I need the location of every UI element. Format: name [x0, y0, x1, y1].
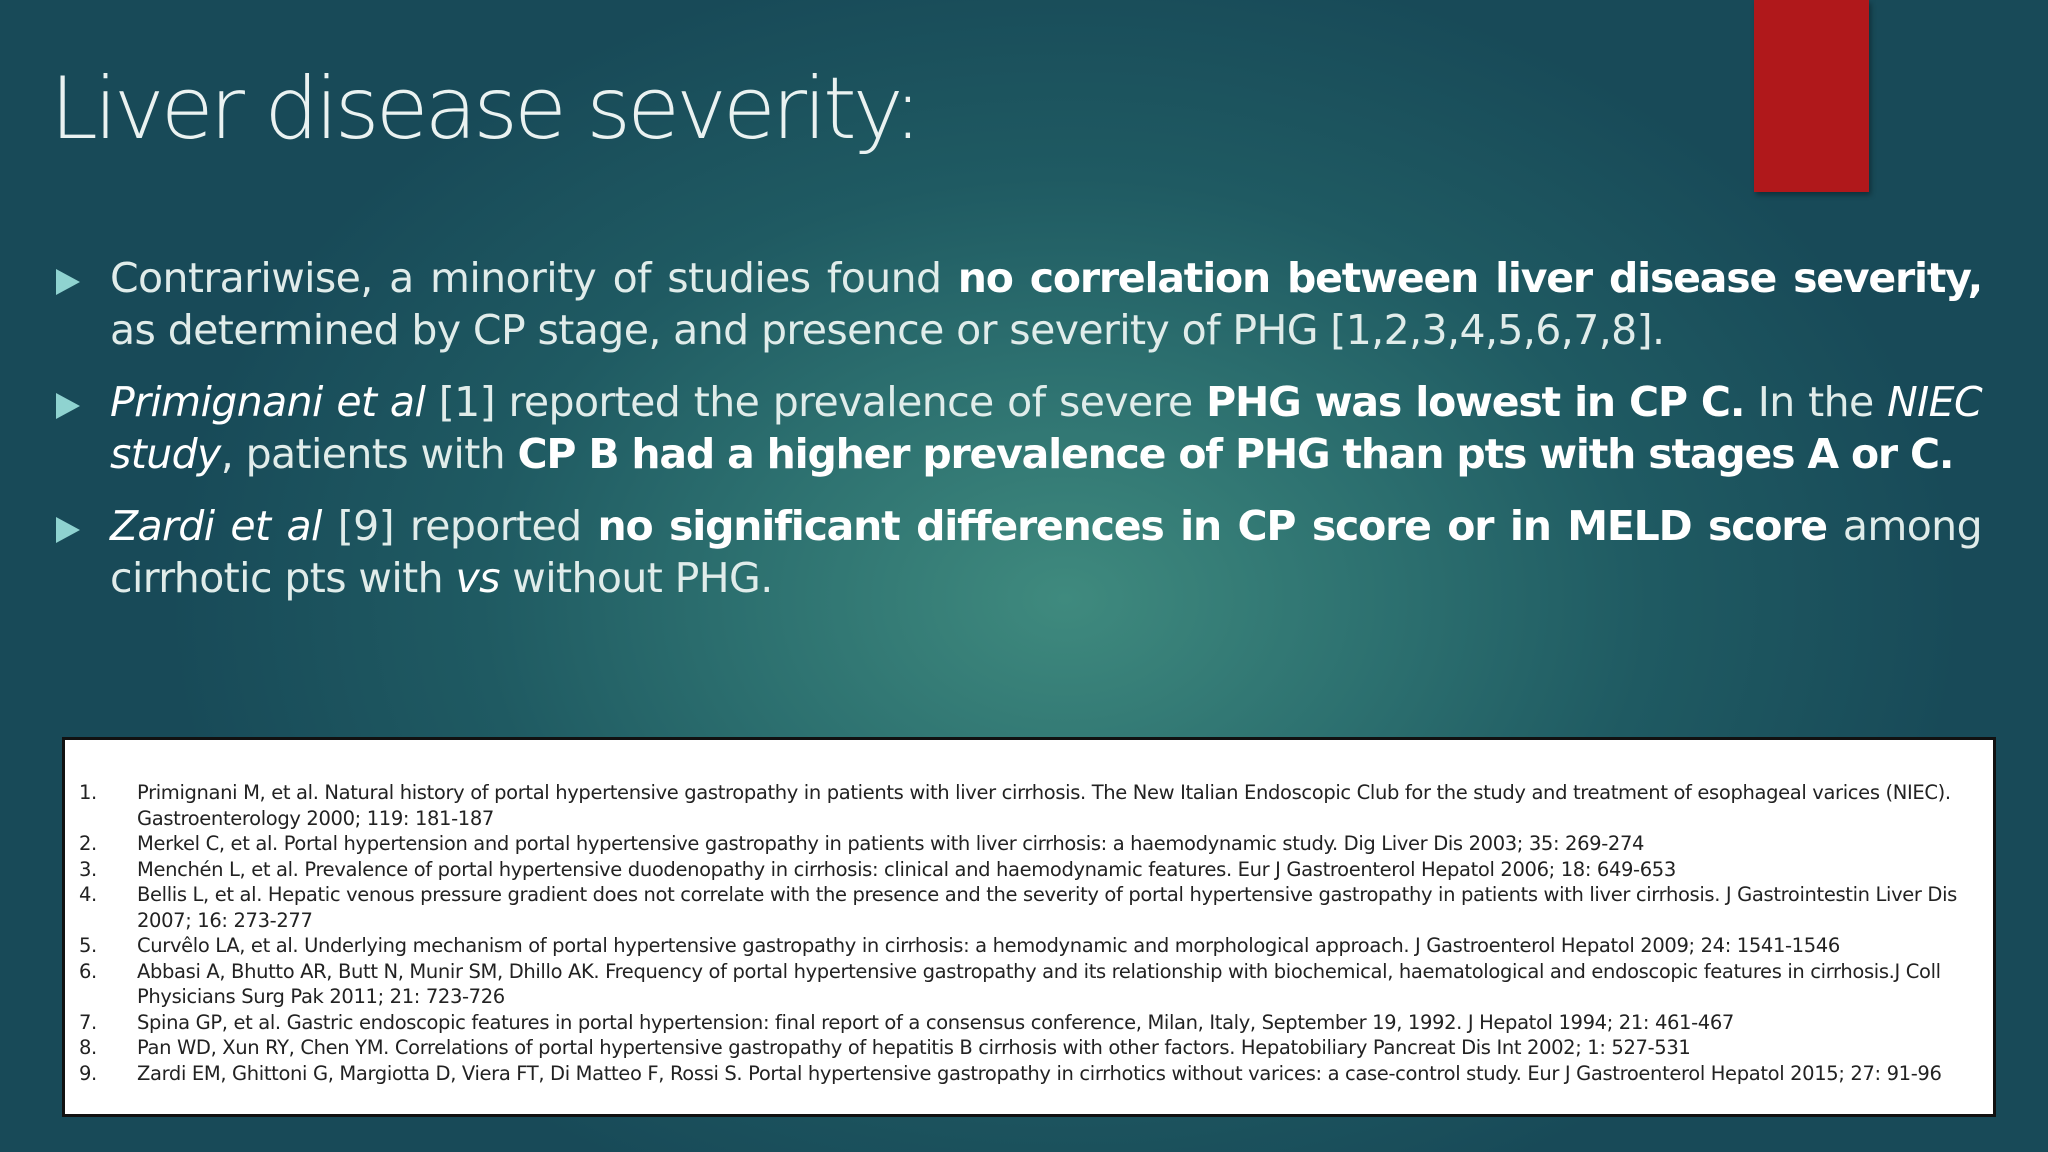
bullet-item — [52, 252, 1982, 356]
reference-text: Primignani M, et al. Natural history of portal hypertensive gastropathy in patients with liver cirrhosis. The New Italian Endoscopic Club for the study and treatment of esophageal varices (NIEC). Gastroenterology 2000; 119: 181-187 — [137, 781, 1951, 830]
bullet-text — [110, 252, 1982, 356]
bullet-segment: among cirrhotic pts with — [110, 502, 1982, 602]
reference-number: 1. — [79, 781, 97, 804]
bullet-segment: In the — [1744, 378, 1888, 426]
accent-bar — [1754, 0, 1869, 192]
bullet-text — [110, 500, 1982, 604]
reference-item — [79, 1010, 1979, 1036]
bullet-list — [52, 252, 1982, 624]
bullet-segment: Contrariwise, a minority of studies found — [110, 254, 958, 302]
reference-list — [79, 780, 1979, 1086]
reference-item — [79, 857, 1979, 883]
reference-item — [79, 882, 1979, 933]
references-box — [62, 737, 1996, 1117]
reference-text: Menchén L, et al. Prevalence of portal hypertensive duodenopathy in cirrhosis: clinical and haemodynamic features. Eur J Gastroenterol Hepatol 2006; 18: 649-653 — [137, 857, 1676, 881]
reference-item — [79, 959, 1979, 1010]
bullet-segment: as determined by CP stage, and presence or severity of PHG [1,2,3,4,5,6,7,8]. — [110, 306, 1665, 354]
reference-item — [79, 1035, 1979, 1061]
bullet-item — [52, 500, 1982, 604]
bullet-segment: without PHG. — [499, 554, 773, 602]
bullet-segment: , patients with — [220, 430, 518, 478]
bullet-segment-italic: Zardi et al — [110, 502, 322, 550]
triangle-bullet-icon — [56, 393, 80, 419]
bullet-segment-emphasis: no significant differences in CP score or in MELD score — [597, 502, 1827, 550]
bullet-segment-italic: Primignani et al — [110, 378, 426, 426]
reference-item — [79, 831, 1979, 857]
bullet-segment: [9] reported — [321, 502, 598, 550]
reference-number: 3. — [79, 857, 97, 881]
bullet-segment-italic: NIEC study — [110, 378, 1982, 478]
bullet-segment: [1] reported the prevalence of severe — [425, 378, 1207, 426]
reference-text: Spina GP, et al. Gastric endoscopic features in portal hypertension: final report of a consensus conference, Milan, Italy, September 19, 1992. J Hepatol 1994; 21: 461-467 — [137, 1010, 1734, 1034]
reference-number: 9. — [79, 1061, 97, 1085]
reference-text: Abbasi A, Bhutto AR, Butt N, Munir SM, Dhillo AK. Frequency of portal hypertensive gastropathy and its relationship with biochemical, haematological and endoscopic features in cirrhosis.J Coll Physicians Surg Pak 2011; 21: 723-726 — [137, 959, 1941, 1008]
bullet-item — [52, 376, 1982, 480]
reference-number: 6. — [79, 959, 97, 983]
reference-number: 4. — [79, 883, 97, 906]
bullet-text — [110, 376, 1982, 480]
reference-item — [79, 780, 1979, 831]
reference-text: Bellis L, et al. Hepatic venous pressure gradient does not correlate with the presence and the severity of portal hypertensive gastropathy in patients with liver cirrhosis. J Gastrointestin Liver Dis 2007; 16: 273-277 — [137, 883, 1957, 932]
bullet-segment-italic: vs — [455, 554, 500, 602]
bullet-segment-emphasis: PHG was lowest in CP C. — [1206, 378, 1745, 426]
reference-number: 8. — [79, 1036, 97, 1059]
reference-item — [79, 933, 1979, 959]
reference-number: 2. — [79, 832, 97, 855]
triangle-bullet-icon — [56, 517, 80, 543]
slide-title: Liver disease severity: — [50, 59, 919, 159]
reference-text: Zardi EM, Ghittoni G, Margiotta D, Viera FT, Di Matteo F, Rossi S. Portal hypertensive gastropathy in cirrhotics without varices: a case-control study. Eur J Gastroenterol Hepatol 2015; 27: 91-96 — [137, 1061, 1942, 1085]
reference-text: Merkel C, et al. Portal hypertension and portal hypertensive gastropathy in patients with liver cirrhosis: a haemodynamic study. Dig Liver Dis 2003; 35: 269-274 — [137, 832, 1645, 855]
reference-item — [79, 1061, 1979, 1087]
reference-text: Pan WD, Xun RY, Chen YM. Correlations of portal hypertensive gastropathy of hepatitis B cirrhosis with other factors. Hepatobiliary Pancreat Dis Int 2002; 1: 527-531 — [137, 1036, 1691, 1059]
bullet-segment-emphasis: no correlation between liver disease severity, — [957, 254, 1982, 302]
reference-text: Curvêlo LA, et al. Underlying mechanism of portal hypertensive gastropathy in cirrhosis: a hemodynamic and morphological approach. J Gastroenterol Hepatol 2009; 24: 1541-1546 — [137, 934, 1840, 957]
triangle-bullet-icon — [56, 269, 80, 295]
reference-number: 7. — [79, 1010, 97, 1034]
bullet-segment-emphasis: CP B had a higher prevalence of PHG than pts with stages A or C. — [517, 430, 1954, 478]
reference-number: 5. — [79, 934, 97, 957]
